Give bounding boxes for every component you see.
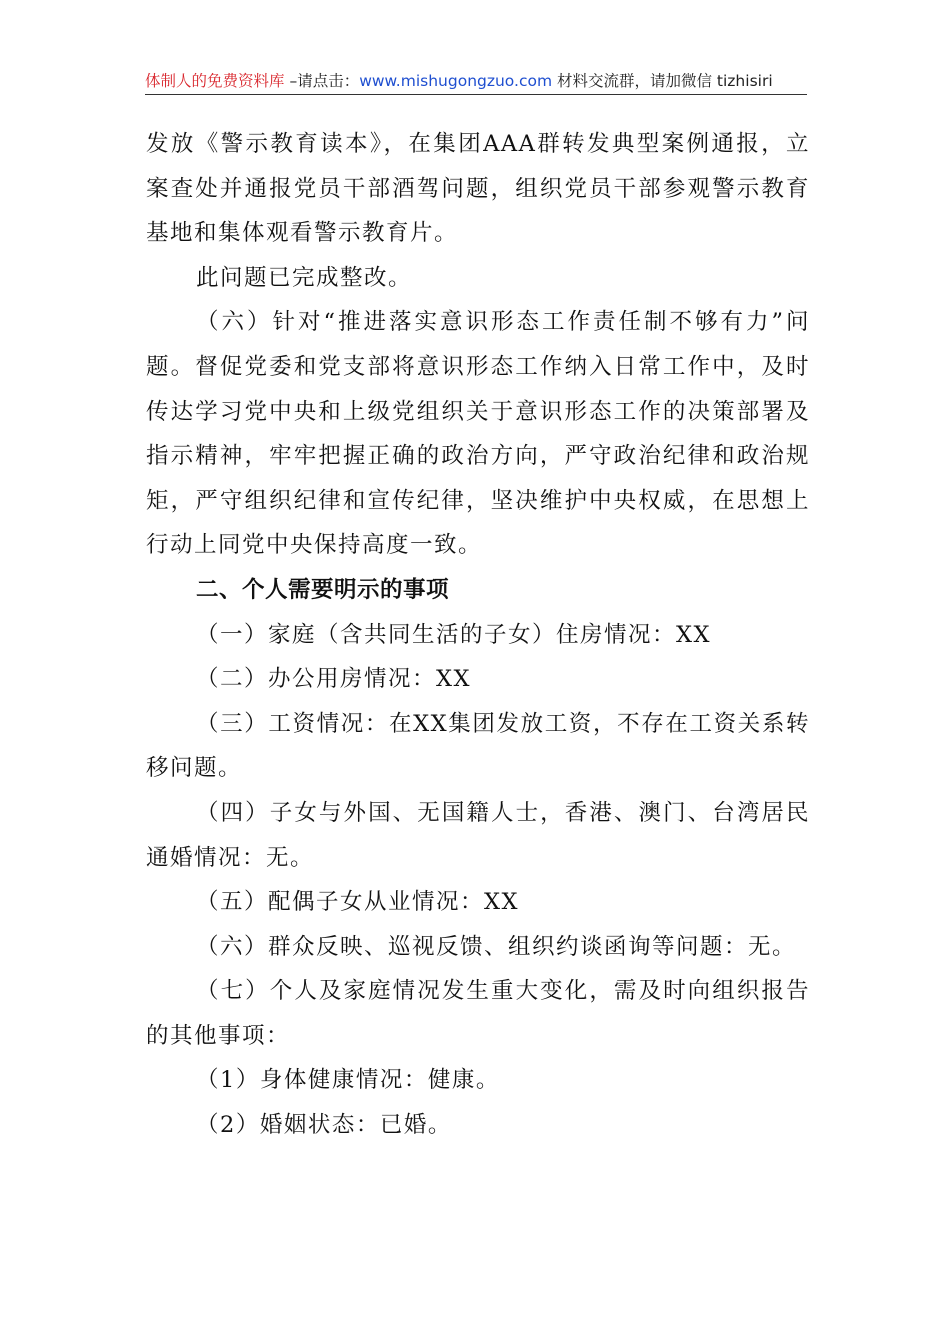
list-item-marriage-foreign: （四）子女与外国、无国籍人士，香港、澳门、台湾居民通婚情况：无。 xyxy=(146,799,810,871)
header-contact: 材料交流群，请加微信 tizhisiri xyxy=(552,72,773,90)
list-item-salary: （三）工资情况：在XX集团发放工资，不存在工资关系转移问题。 xyxy=(146,710,810,782)
header-prompt: –请点击： xyxy=(284,72,360,90)
list-item-office: （二）办公用房情况：XX xyxy=(196,666,472,693)
sub-item-marital-status: （2）婚姻状态：已婚。 xyxy=(196,1112,452,1139)
list-item-family-employment: （五）配偶子女从业情况：XX xyxy=(196,889,520,916)
document-body xyxy=(146,122,810,1148)
list-item-housing: （一）家庭（含共同生活的子女）住房情况：XX xyxy=(196,621,712,648)
sub-item-health: （1）身体健康情况：健康。 xyxy=(196,1067,500,1094)
list-item-other-matters: （七）个人及家庭情况发生重大变化，需及时向组织报告的其他事项： xyxy=(146,978,810,1049)
page-header xyxy=(145,70,807,95)
section-heading: 二、个人需要明示的事项 xyxy=(196,576,450,603)
list-item-complaints: （六）群众反映、巡视反馈、组织约谈函询等问题：无。 xyxy=(196,933,797,960)
paragraph-rectified: 此问题已完成整改。 xyxy=(196,264,413,291)
paragraph-continuation: 发放《警示教育读本》，在集团AAA群转发典型案例通报，立案查处并通报党员干部酒驾问题，组织党员干部参观警示教育基地和集体观看警示教育片。 xyxy=(146,131,810,247)
header-url-link[interactable]: www.mishugongzuo.com xyxy=(359,72,553,90)
header-brand: 体制人的免费资料库 xyxy=(145,72,285,90)
paragraph-item-six: （六）针对“推进落实意识形态工作责任制不够有力”问题。督促党委和党支部将意识形态工作纳入日常工作中，及时传达学习党中央和上级党组织关于意识形态工作的决策部署及指示精神，牢牢把握正确的政治方向，严守政治纪律和政治规矩，严守组织纪律和宣传纪律，坚决维护中央权威，在思想上行动上同党中央保持高度一致。 xyxy=(146,309,810,559)
